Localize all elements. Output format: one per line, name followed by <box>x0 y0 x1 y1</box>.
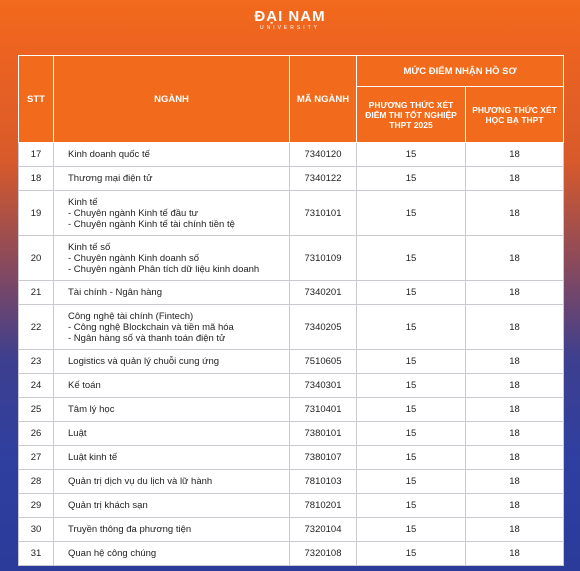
row-nganh <box>54 350 290 374</box>
row-diem-hocba: 18 <box>466 398 564 422</box>
row-stt: 27 <box>19 446 54 470</box>
table-row <box>19 167 564 191</box>
row-diem-hocba: 18 <box>466 542 564 566</box>
row-diem-thpt: 15 <box>357 374 466 398</box>
row-ma-nganh: 7340205 <box>290 305 357 350</box>
row-diem-thpt: 15 <box>357 191 466 236</box>
table-row <box>19 236 564 281</box>
row-ma-nganh: 7810201 <box>290 494 357 518</box>
header-pt-hocba: PHƯƠNG THỨC XÉT HỌC BẠ THPT <box>466 87 564 143</box>
row-nganh <box>54 236 290 281</box>
row-stt: 28 <box>19 470 54 494</box>
row-diem-hocba: 18 <box>466 143 564 167</box>
row-nganh <box>54 191 290 236</box>
row-diem-thpt: 15 <box>357 398 466 422</box>
row-ma-nganh: 7340301 <box>290 374 357 398</box>
row-nganh <box>54 167 290 191</box>
major-name: Kinh tế <box>68 196 98 208</box>
row-ma-nganh: 7320104 <box>290 518 357 542</box>
row-diem-thpt: 15 <box>357 494 466 518</box>
major-name: Công nghệ tài chính (Fintech) <box>68 310 194 322</box>
row-stt: 25 <box>19 398 54 422</box>
row-diem-hocba: 18 <box>466 305 564 350</box>
row-diem-thpt: 15 <box>357 305 466 350</box>
table-row <box>19 422 564 446</box>
row-diem-hocba: 18 <box>466 350 564 374</box>
row-nganh <box>54 281 290 305</box>
admission-score-table <box>18 55 564 566</box>
logo-name: ĐẠI NAM <box>254 8 326 25</box>
row-diem-hocba: 18 <box>466 422 564 446</box>
major-name: Quản trị dịch vụ du lịch và lữ hành <box>68 476 213 487</box>
table-row <box>19 542 564 566</box>
row-ma-nganh: 7310109 <box>290 236 357 281</box>
row-diem-thpt: 15 <box>357 446 466 470</box>
row-stt: 19 <box>19 191 54 236</box>
specialization-item: - Ngân hàng số và thanh toán điện tử <box>68 332 226 344</box>
row-diem-thpt: 15 <box>357 167 466 191</box>
row-nganh <box>54 374 290 398</box>
row-stt: 31 <box>19 542 54 566</box>
major-name: Truyền thông đa phương tiện <box>68 524 192 535</box>
row-diem-thpt: 15 <box>357 350 466 374</box>
row-diem-hocba: 18 <box>466 191 564 236</box>
specialization-item: - Chuyên ngành Kinh tế tài chính tiền tệ <box>68 218 235 230</box>
major-name: Kế toán <box>68 380 101 391</box>
header-stt: STT <box>19 56 54 143</box>
specialization-item: - Công nghệ Blockchain và tiền mã hóa <box>68 321 234 333</box>
row-diem-hocba: 18 <box>466 446 564 470</box>
row-diem-thpt: 15 <box>357 281 466 305</box>
row-ma-nganh: 7380107 <box>290 446 357 470</box>
row-nganh <box>54 446 290 470</box>
row-diem-thpt: 15 <box>357 422 466 446</box>
table-row <box>19 518 564 542</box>
major-name: Quan hệ công chúng <box>68 548 157 559</box>
table-row <box>19 470 564 494</box>
row-ma-nganh: 7340120 <box>290 143 357 167</box>
row-diem-thpt: 15 <box>357 470 466 494</box>
row-ma-nganh: 7510605 <box>290 350 357 374</box>
row-diem-thpt: 15 <box>357 542 466 566</box>
major-name: Quản trị khách sạn <box>68 500 148 511</box>
row-nganh <box>54 542 290 566</box>
row-diem-hocba: 18 <box>466 281 564 305</box>
header-pt-thpt: PHƯƠNG THỨC XÉT ĐIỂM THI TỐT NGHIỆP THPT 2025 <box>357 87 466 143</box>
row-ma-nganh: 7340201 <box>290 281 357 305</box>
row-diem-thpt: 15 <box>357 236 466 281</box>
major-name: Tài chính - Ngân hàng <box>68 287 163 298</box>
specialization-item: - Chuyên ngành Kinh doanh số <box>68 252 199 264</box>
row-diem-hocba: 18 <box>466 167 564 191</box>
major-name: Kinh doanh quốc tế <box>68 149 150 160</box>
table-row <box>19 398 564 422</box>
row-stt: 18 <box>19 167 54 191</box>
row-nganh <box>54 398 290 422</box>
table-row <box>19 143 564 167</box>
row-ma-nganh: 7810103 <box>290 470 357 494</box>
table-row <box>19 191 564 236</box>
row-diem-thpt: 15 <box>357 518 466 542</box>
row-nganh <box>54 422 290 446</box>
row-stt: 30 <box>19 518 54 542</box>
row-diem-hocba: 18 <box>466 236 564 281</box>
row-ma-nganh: 7380101 <box>290 422 357 446</box>
major-name: Luật <box>68 428 87 439</box>
row-stt: 26 <box>19 422 54 446</box>
table-row <box>19 350 564 374</box>
specialization-item: - Chuyên ngành Phân tích dữ liệu kinh doanh <box>68 263 260 275</box>
university-logo <box>0 9 580 32</box>
table-row <box>19 281 564 305</box>
major-name: Logistics và quản lý chuỗi cung ứng <box>68 356 220 367</box>
row-stt: 22 <box>19 305 54 350</box>
row-diem-hocba: 18 <box>466 470 564 494</box>
row-ma-nganh: 7310401 <box>290 398 357 422</box>
table-row <box>19 305 564 350</box>
row-diem-hocba: 18 <box>466 518 564 542</box>
row-stt: 24 <box>19 374 54 398</box>
row-ma-nganh: 7310101 <box>290 191 357 236</box>
row-nganh <box>54 494 290 518</box>
row-nganh <box>54 518 290 542</box>
major-name: Luật kinh tế <box>68 452 118 463</box>
row-nganh <box>54 305 290 350</box>
table-body <box>19 143 564 566</box>
major-name: Kinh tế số <box>68 241 111 253</box>
header-ma-nganh: MÃ NGÀNH <box>290 56 357 143</box>
table-row <box>19 446 564 470</box>
row-stt: 20 <box>19 236 54 281</box>
header-nganh: NGÀNH <box>54 56 290 143</box>
row-nganh <box>54 470 290 494</box>
major-name: Tâm lý học <box>68 404 115 415</box>
row-stt: 17 <box>19 143 54 167</box>
row-stt: 23 <box>19 350 54 374</box>
major-name: Thương mại điện tử <box>68 173 153 184</box>
header-muc-diem: MỨC ĐIỂM NHẬN HỒ SƠ <box>357 56 564 87</box>
table-row <box>19 494 564 518</box>
row-nganh <box>54 143 290 167</box>
row-stt: 21 <box>19 281 54 305</box>
row-diem-hocba: 18 <box>466 494 564 518</box>
row-ma-nganh: 7340122 <box>290 167 357 191</box>
row-diem-thpt: 15 <box>357 143 466 167</box>
specialization-item: - Chuyên ngành Kinh tế đầu tư <box>68 207 198 219</box>
row-stt: 29 <box>19 494 54 518</box>
row-ma-nganh: 7320108 <box>290 542 357 566</box>
logo-subtitle: UNIVERSITY <box>259 25 320 31</box>
row-diem-hocba: 18 <box>466 374 564 398</box>
table-row <box>19 374 564 398</box>
